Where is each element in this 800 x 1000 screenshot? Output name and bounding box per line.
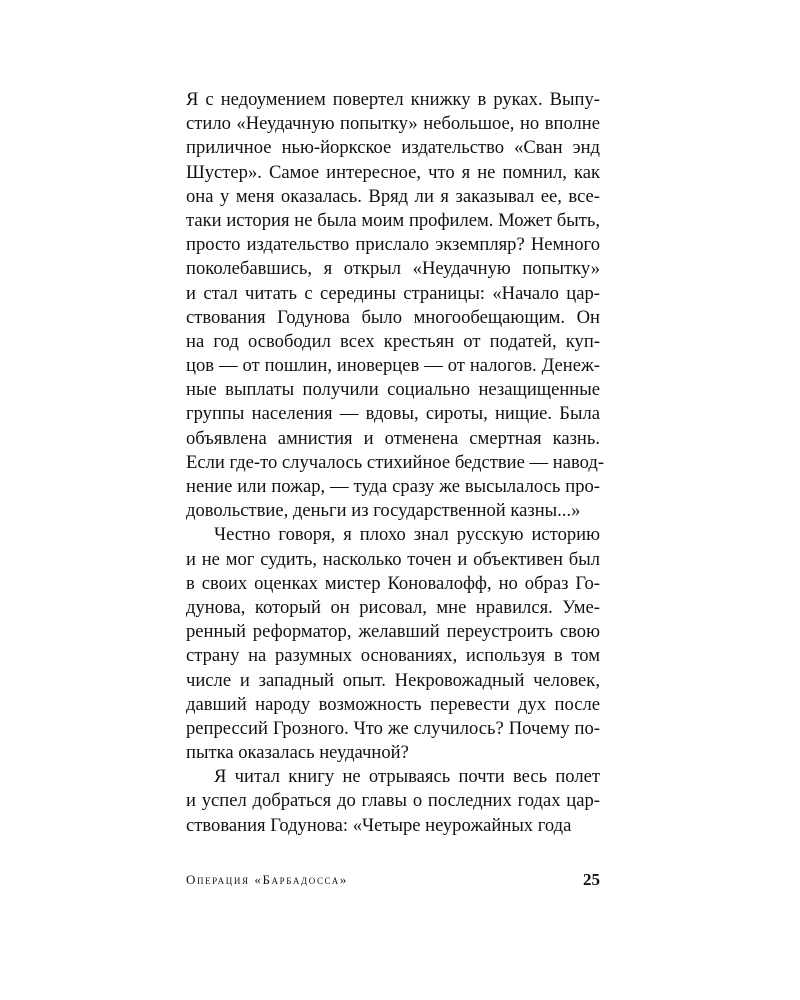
text-line: ные выплаты получили социально незащищенные [186,379,600,401]
text-line: объявлена амнистия и отменена смертная казнь. [186,427,600,449]
text-line: группы населения — вдовы, сироты, нищие. Была [186,403,600,425]
running-title: Операция «Барбадосса» [186,872,348,887]
text-line: пытка оказалась неудачной? [186,742,409,764]
text-line: таки история не была моим профилем. Может быть, [186,209,600,231]
text-line: нение или пожар, — туда сразу же высылалось про- [186,476,600,497]
text-line: цов — от пошлин, иноверцев — от налогов. Денеж- [186,355,600,377]
text-line: Если где-то случалось стихийное бедствие — навод- [186,451,605,473]
text-line: давший народу возможность перевести дух после [186,693,600,715]
text-line: числе и западный опыт. Некровожадный человек, [186,669,600,691]
text-line: Я с недоумением повертел книжку в руках. Выпу- [186,89,600,110]
paragraph [186,523,600,765]
text-line: и стал читать с середины страницы: «Начало цар- [186,282,600,304]
body-text [186,88,605,838]
text-line: просто издательство прислало экземпляр? Немного [186,234,600,256]
text-line: довольствие, деньги из государственной казны...» [186,500,581,522]
text-line: страну на разумных основаниях, используя в том [186,645,600,667]
text-line: ствования Годунова: «Четыре неурожайных года [186,814,572,836]
page-footer [186,868,600,892]
text-line: дунова, который он рисовал, мне нравился. Уме- [186,596,600,618]
page-number: 25 [583,870,600,889]
text-line: и не мог судить, насколько точен и объективен был [186,548,600,570]
text-line: Честно говоря, я плохо знал русскую историю [214,524,600,546]
text-line: на год освободил всех крестьян от податей, куп- [186,330,600,352]
text-line: в своих оценках мистер Коновалофф, но образ Го- [186,572,600,594]
text-line: поколебавшись, я открыл «Неудачную попытку» [186,258,600,280]
text-line: Шустер». Самое интересное, что я не помнил, как [186,161,600,183]
text-line: она у меня оказалась. Вряд ли я заказывал ее, все- [186,185,600,207]
text-line: ренный реформатор, желавший переустроить свою [186,621,600,643]
text-line: и успел добраться до главы о последних годах цар- [186,790,600,812]
paragraph [186,88,605,523]
paragraph [186,765,600,838]
text-line: приличное нью-йоркское издательство «Сван энд [186,137,600,159]
text-line: ствования Годунова было многообещающим. Он [186,306,600,328]
text-line: Я читал книгу не отрываясь почти весь полет [214,766,600,788]
text-line: репрессий Грозного. Что же случилось? Почему по- [186,717,600,739]
text-line: стило «Неудачную попытку» небольшое, но вполне [186,113,600,135]
